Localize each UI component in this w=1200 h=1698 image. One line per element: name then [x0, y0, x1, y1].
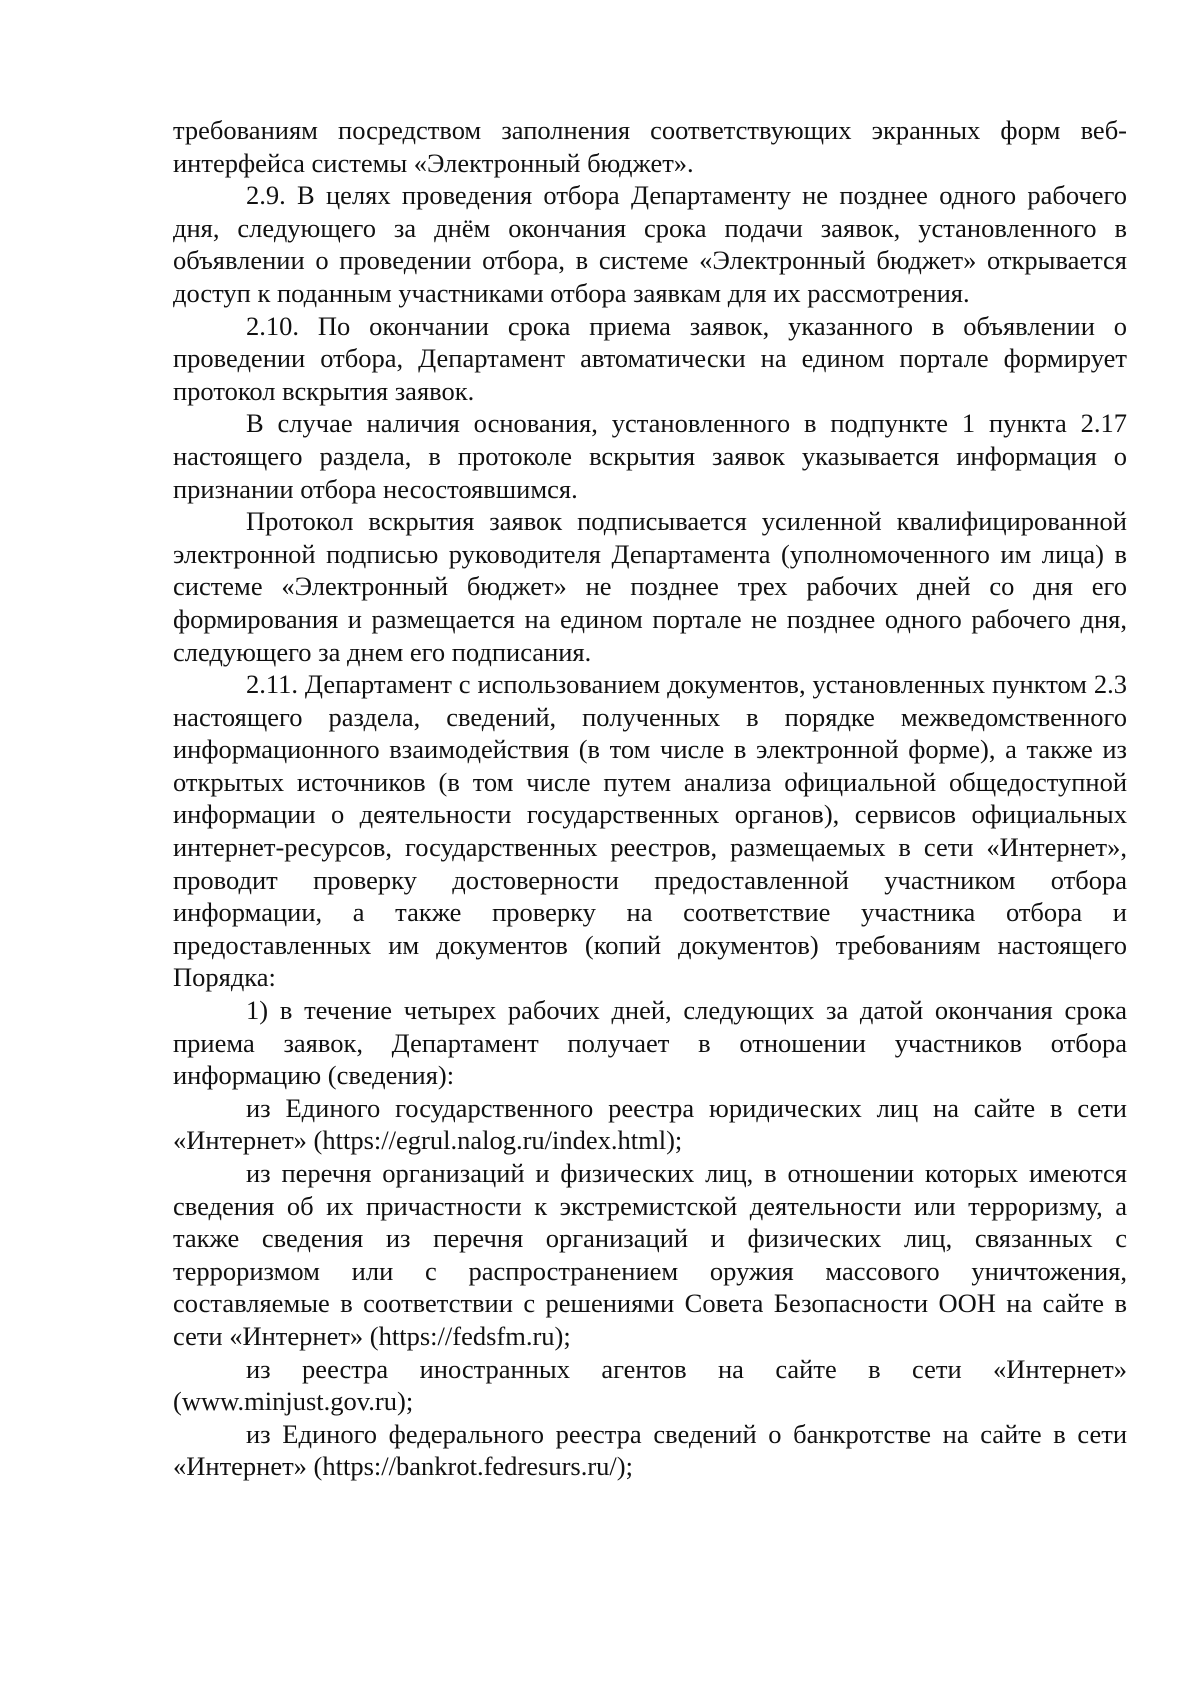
paragraph-2-9: 2.9. В целях проведения отбора Департаменту не позднее одного рабочего дня, следующего за днём окончания срока подачи заявок, установленного в объявлении о проведении отбора, в системе «Электронный бюджет» открывается доступ к поданным участниками отбора заявкам для их рассмотрения.: [173, 180, 1127, 308]
paragraph-2-11-item-1: 1) в течение четырех рабочих дней, следующих за датой окончания срока приема заявок, Департамент получает в отношении участников отбора информацию (сведения):: [173, 995, 1127, 1091]
paragraph-source-fedresurs: из Единого федерального реестра сведений о банкротстве на сайте в сети «Интернет» (https://bankrot.fedresurs.ru/);: [173, 1418, 1127, 1482]
paragraph-source-minjust: из реестра иностранных агентов на сайте в сети «Интернет» (www.minjust.gov.ru);: [173, 1353, 1127, 1417]
paragraph-2-10: 2.10. По окончании срока приема заявок, указанного в объявлении о проведении отбора, Департамент автоматически на едином портале формирует протокол вскрытия заявок.: [173, 310, 1127, 406]
paragraph-2-10-grounds: В случае наличия основания, установленного в подпункте 1 пункта 2.17 настоящего раздела, в протоколе вскрытия заявок указывается информация о признании отбора несостоявшимся.: [173, 408, 1127, 504]
paragraph-2-10-protocol: Протокол вскрытия заявок подписывается усиленной квалифицированной электронной подписью руководителя Департамента (уполномоченного им лица) в системе «Электронный бюджет» не позднее трех рабочих дней со дня его формирования и размещается на едином портале не позднее одного рабочего дня, следующего за днем его подписания.: [173, 506, 1127, 667]
document-body: [173, 114, 1127, 1483]
paragraph-source-egrul: из Единого государственного реестра юридических лиц на сайте в сети «Интернет» (https://egrul.nalog.ru/index.html);: [173, 1092, 1127, 1156]
paragraph-source-fedsfm: из перечня организаций и физических лиц, в отношении которых имеются сведения об их причастности к экстремистской деятельности или терроризму, а также сведения из перечня организаций и физических лиц, связанных с терроризмом или с распространением оружия массового уничтожения, составляемые в соответствии с решениями Совета Безопасности ООН на сайте в сети «Интернет» (https://fedsfm.ru);: [173, 1158, 1127, 1351]
paragraph-continuation: требованиям посредством заполнения соответствующих экранных форм веб-интерфейса системы «Электронный бюджет».: [173, 115, 1127, 178]
paragraph-2-11: 2.11. Департамент с использованием документов, установленных пунктом 2.3 настоящего раздела, сведений, полученных в порядке межведомственного информационного взаимодействия (в том числе в электронной форме), а также из открытых источников (в том числе путем анализа официальной общедоступной информации о деятельности государственных органов), сервисов официальных интернет-ресурсов, государственных реестров, размещаемых в сети «Интернет», проводит проверку достоверности предоставленной участником отбора информации, а также проверку на соответствие участника отбора и предоставленных им документов (копий документов) требованиям настоящего Порядка:: [173, 669, 1127, 993]
